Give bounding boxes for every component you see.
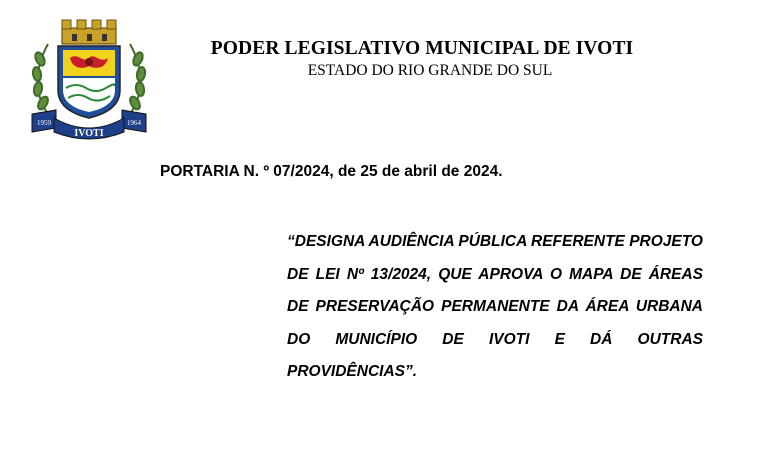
document-header — [150, 38, 690, 80]
crest-banner-text: IVOTI — [74, 128, 104, 139]
shield-icon — [58, 46, 120, 118]
state-name: ESTADO DO RIO GRANDE DO SUL — [307, 62, 553, 79]
portaria-title: PORTARIA N. º 07/2024, de 25 de abril de 2024. — [160, 163, 503, 180]
crown-icon — [62, 20, 116, 44]
crest-year-right: 1964 — [127, 119, 141, 127]
ementa-text: “DESIGNA AUDIÊNCIA PÚBLICA REFERENTE PROJETO DE LEI Nº 13/2024, QUE APROVA O MAPA DE ÁREAS DE PRESERVAÇÃO PERMANENTE DA ÁREA URBANA DO MUNICÍPIO DE IVOTI E DÁ OUTRAS PROVIDÊNCIAS”. — [287, 233, 703, 381]
crest-year-left: 1959 — [37, 119, 51, 127]
municipal-coat-of-arms — [26, 14, 152, 144]
organization-name: PODER LEGISLATIVO MUNICIPAL DE IVOTI — [210, 38, 634, 59]
